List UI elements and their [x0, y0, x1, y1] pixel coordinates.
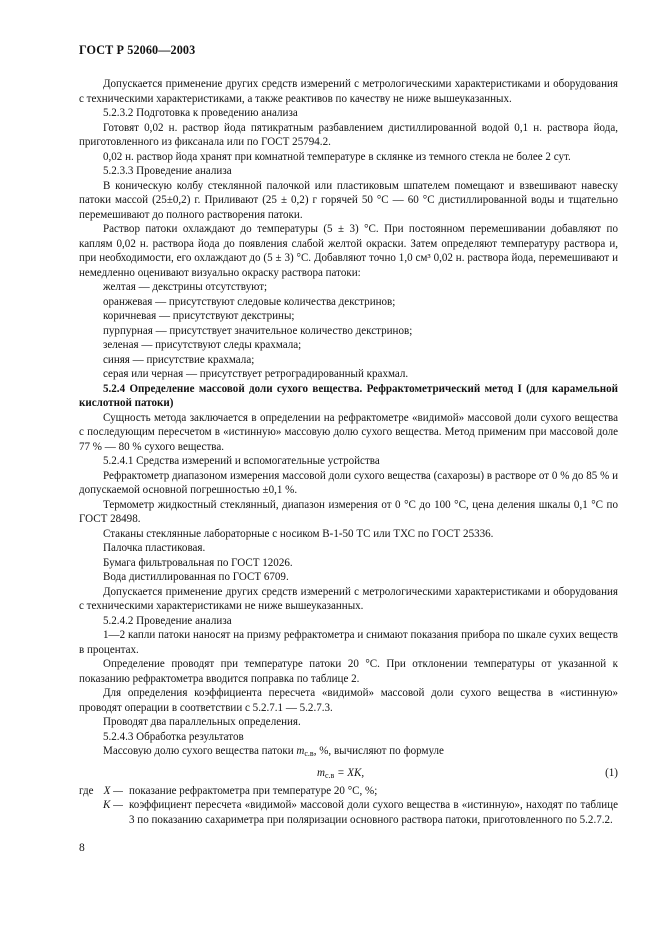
legend-description: показание рефрактометра при температуре 20 °С, %; — [129, 784, 378, 797]
paragraph: Стаканы стеклянные лабораторные с носиком В-1-50 ТС или ТХС по ГОСТ 25336. — [103, 527, 494, 540]
paragraph: Для определения коэффициента пересчета «видимой» массовой доли сухого вещества в «истинную» проводят операции в соответствии с 5.2.7.1 — 5.2.7.3. — [79, 687, 618, 714]
paragraph: Бумага фильтровальная по ГОСТ 12026. — [103, 556, 293, 569]
formula-subscript: с.в — [304, 749, 314, 758]
legend-description: коэффициент пересчета «видимой» массовой доли сухого вещества в «истинную», находят по таблице 3 по показанию сахариметра при поляризации основного раствора патоки, приготовленного по 5.2.7.2. — [129, 799, 618, 826]
paragraph: Рефрактометр диапазоном измерения массовой доли сухого вещества (сахарозы) в растворе от 0 % до 85 % и допускаемой основной погрешностью ±0,1 %. — [79, 469, 618, 496]
list-item: серая или черная — присутствует ретроградированный крахмал. — [103, 368, 409, 380]
formula-number: (1) — [605, 766, 618, 779]
formula-lhs: m — [317, 766, 325, 779]
paragraph: Сущность метода заключается в определении на рефрактометре «видимой» массовой доли сухого вещества с последующим пересчетом в «истинную» массовую долю сухого вещества. Метод применим при массовой доле 77 % — 80 % сухого вещества. — [79, 411, 618, 453]
formula-lhs-subscript: с.в — [324, 770, 335, 780]
formula-rhs: = XK, — [334, 766, 365, 779]
list-item: оранжевая — присутствуют следовые количества декстринов; — [103, 295, 396, 308]
legend-symbol: X — — [103, 784, 123, 797]
paragraph: Проводят два параллельных определения. — [103, 716, 301, 728]
paragraph: Определение проводят при температуре патоки 20 °С. При отклонении температуры от указанной к показанию рефрактометра вводится поправка по таблице 2. — [79, 658, 618, 685]
subsection-heading: 5.2.3.2 Подготовка к проведению анализа — [103, 107, 298, 119]
list-item: коричневая — присутствуют декстрины; — [103, 310, 295, 322]
paragraph: Раствор патоки охлаждают до температуры (5 ± 3) °С. При постоянном перемешивании добавляют по каплям 0,02 н. раствора йода до появления слабой желтой окраски. Затем определяют температуру раствора и, при необходимости, его охлаждают до (5 ± 3) °С. Добавляют точно 1,0 см³ 0,02 н. раствора йода, перемешивают и немедленно оценивают визуально окраску раствора патоки: — [79, 223, 618, 279]
list-item: зеленая — присутствуют следы крахмала; — [103, 339, 302, 351]
section-heading: 5.2.4 Определение массовой доли сухого вещества. Рефрактометрический метод I (для карамельной кислотной патоки) — [79, 382, 618, 409]
paragraph — [79, 744, 618, 762]
document-body — [79, 77, 618, 827]
paragraph: 0,02 н. раствор йода хранят при комнатной температуре в склянке из темного стекла не более 2 сут. — [103, 150, 571, 163]
paragraph: Термометр жидкостный стеклянный, диапазон измерения от 0 °С до 100 °С, цена деления шкалы 0,1 °С по ГОСТ 28498. — [79, 498, 618, 525]
formula — [79, 764, 618, 784]
paragraph: Готовят 0,02 н. раствор йода пятикратным разбавлением дистиллированной водой 0,1 н. раствора йода, приготовленного из фиксанала или по ГОСТ 25794.2. — [79, 121, 618, 148]
paragraph: 1—2 капли патоки наносят на призму рефрактометра и снимают показания прибора по шкале сухих веществ в процентах. — [79, 629, 618, 656]
paragraph: Вода дистиллированная по ГОСТ 6709. — [103, 571, 289, 583]
paragraph: Палочка пластиковая. — [103, 542, 206, 554]
formula-variable: m — [296, 745, 305, 757]
page-number: 8 — [79, 842, 85, 854]
legend-where-word: где — [79, 784, 94, 797]
formula-intro-text: Массовую долю сухого вещества патоки — [103, 745, 297, 757]
subsection-heading: 5.2.3.3 Проведение анализа — [103, 165, 232, 177]
list-item: синяя — присутствие крахмала; — [103, 353, 255, 366]
list-item: желтая — декстрины отсутствуют; — [103, 281, 268, 293]
paragraph: Допускается применение других средств измерений с метрологическими характеристиками и оборудования с техническими характеристиками, а также реактивов по качеству не ниже вышеуказанных. — [79, 78, 618, 105]
paragraph: В коническую колбу стеклянной палочкой или пластиковым шпателем помещают и взвешивают навеску патоки массой (25±0,2) г. Приливают (25 ± 0,2) г горячей 50 °С — 60 °С дистиллированной воды и тщательно перемешивают до полного растворения патоки. — [79, 179, 618, 221]
legend-row — [0, 784, 618, 799]
document-header: ГОСТ Р 52060—2003 — [79, 43, 196, 57]
formula-expression — [317, 766, 364, 784]
subsection-heading: 5.2.4.2 Проведение анализа — [103, 614, 232, 627]
paragraph: Допускается применение других средств измерений с метрологическими характеристиками и оборудования с техническими характеристиками не ниже вышеуказанных. — [79, 585, 618, 612]
subsection-heading: 5.2.4.3 Обработка результатов — [103, 730, 244, 743]
subsection-heading: 5.2.4.1 Средства измерений и вспомогательные устройства — [103, 455, 380, 467]
legend-row — [79, 798, 618, 827]
list-item: пурпурная — присутствует значительное количество декстринов; — [103, 324, 413, 337]
formula-intro-text-end: , %, вычисляют по формуле — [313, 745, 444, 757]
legend-symbol: K — — [103, 799, 123, 811]
